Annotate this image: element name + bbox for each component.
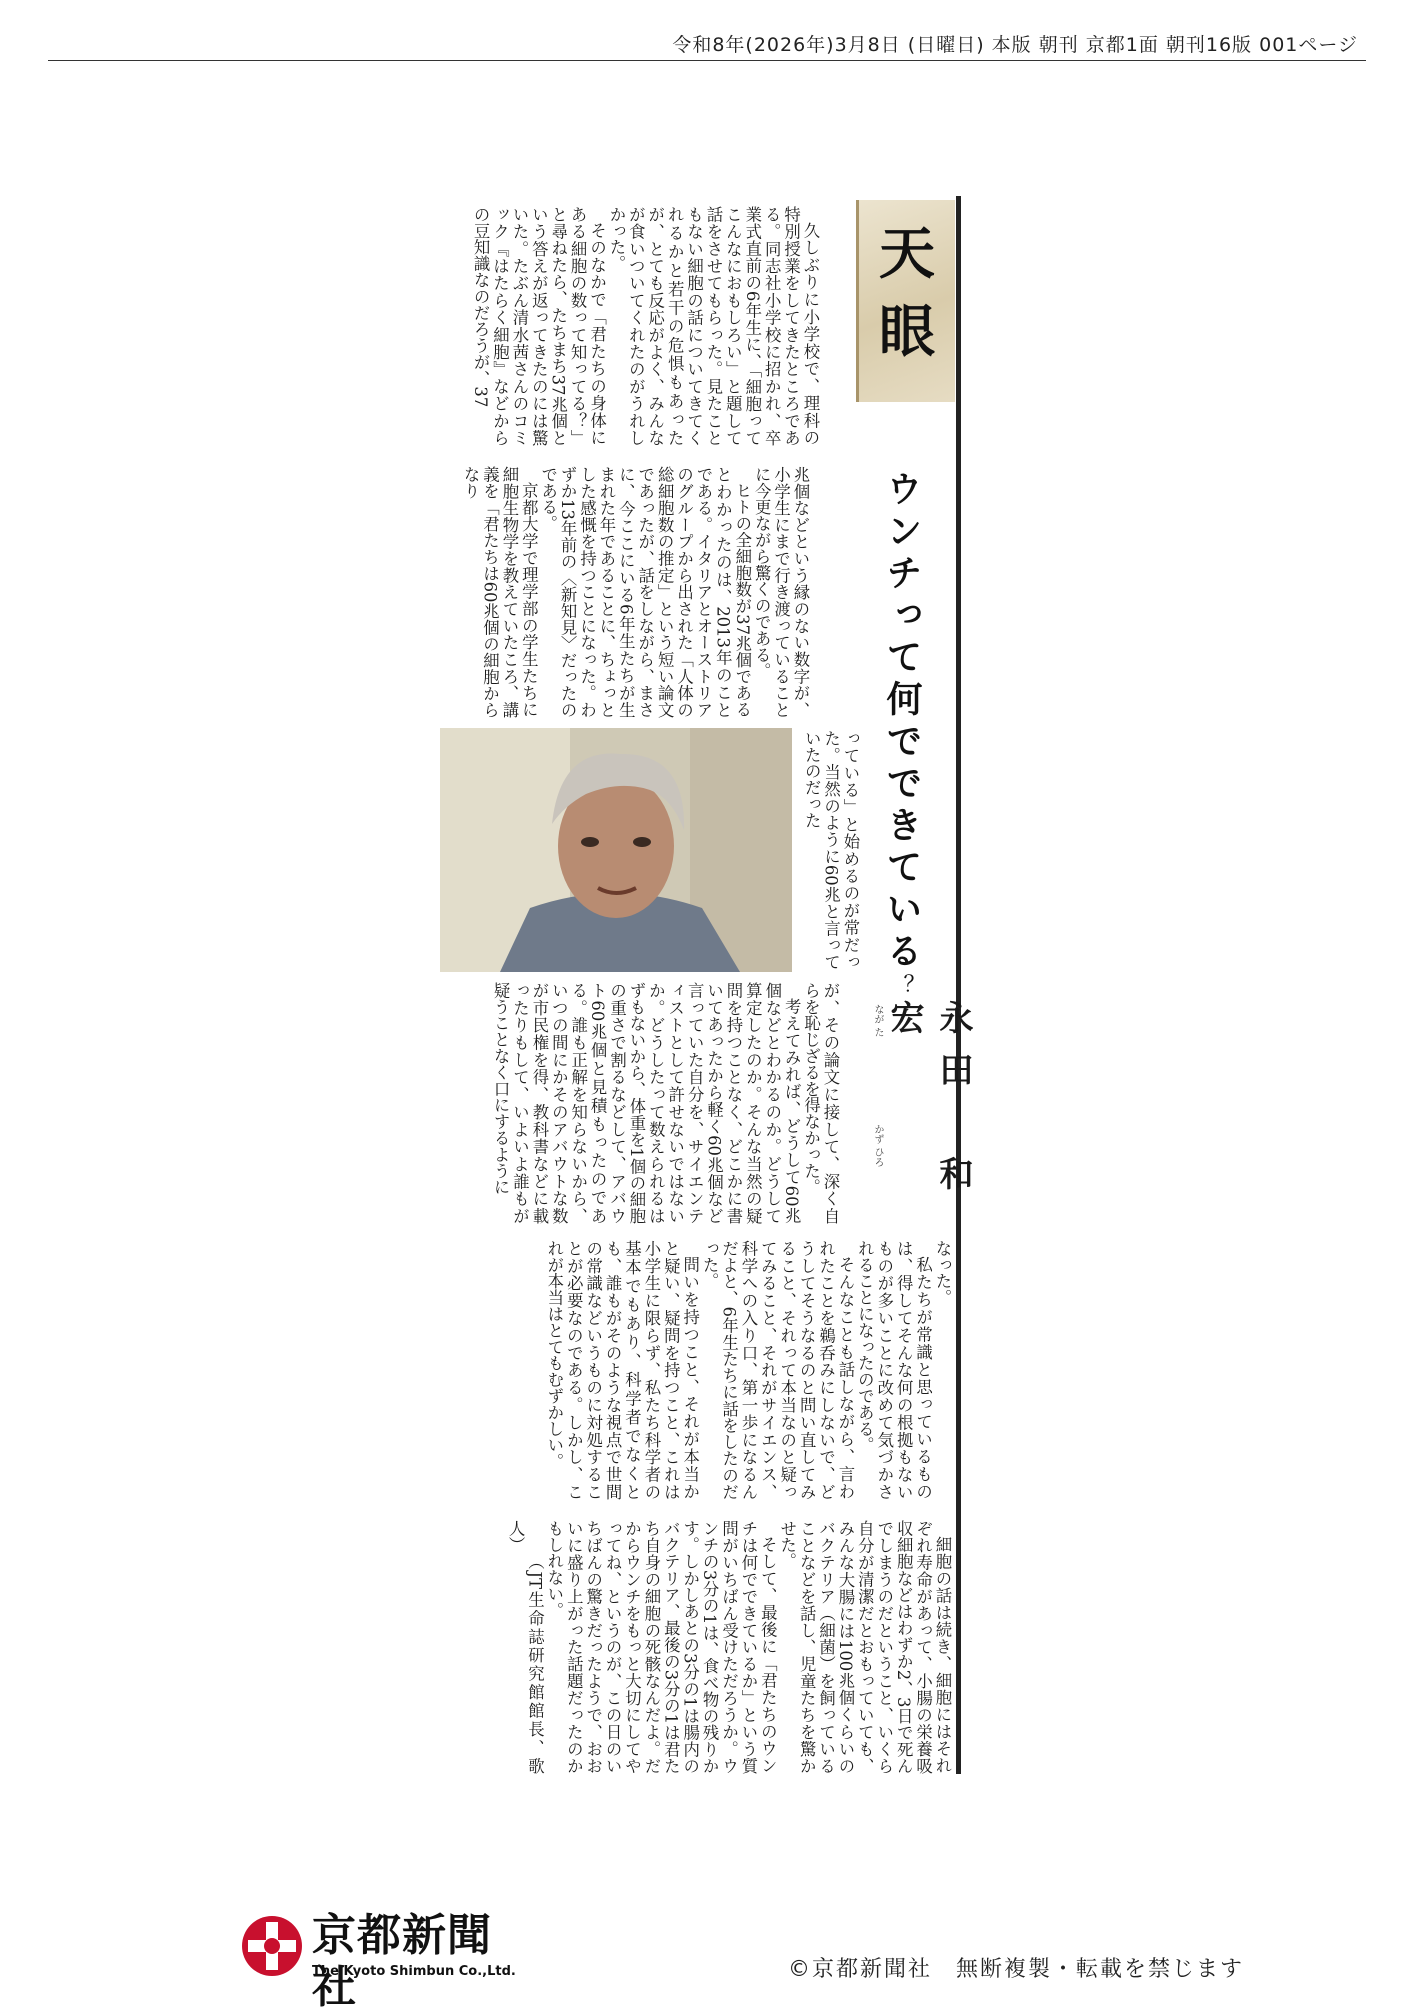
article-text-block-f <box>440 1520 952 1774</box>
byline-affiliation: （JT生命誌研究館館長、歌人） <box>506 1520 545 1774</box>
author-byline <box>870 1000 973 1210</box>
paragraph: 問いを持つこと、それが本当かと疑い、疑問を持つこと、これは小学生に限らず、私たち科学者の基本でもあり、科学者でなくとも、誰もがそのような視点で世間の常識などいうものに対処することが必要なのである。しかし、これが本当はとてもむずかしい。 <box>544 1240 700 1500</box>
copyright-notice: ©京都新聞社 無断複製・転載を禁じます <box>788 1957 1245 1982</box>
paragraph: そのなかで「君たちの身体にある細胞の数って知ってる？」と尋ねたら、たちまち37兆個という答えが返ってきたのには驚いた。たぶん清水茜さんのコミック『はたらく細胞』などからの豆知識なのだろうが、37 <box>471 206 607 446</box>
paragraph: 兆個などという縁のない数字が、小学生にまで行き渡っていることに今更ながら驚くのである。 <box>752 466 810 718</box>
edition-line: 令和8年(2026年)3月8日 (日曜日) 本版 朝刊 京都1面 朝刊16版 001ページ <box>672 34 1358 56</box>
paragraph: っている」と始めるのが常だった。当然のように60兆と言っていたのだった <box>802 730 860 970</box>
paragraph: が、その論文に接して、深く自らを恥じざるを得なかった。 <box>801 982 840 1224</box>
column-name-char-2: 眼 <box>879 299 935 365</box>
kyoto-shimbun-logo-icon <box>240 1914 304 1978</box>
portrait-image <box>440 728 792 972</box>
paragraph: 細胞の話は続き、細胞にはそれぞれ寿命があって、小腸の栄養吸収細胞などはわずか2、3日で死んでしまうのだということ、いくら自分が清潔だとおもっていても、みんな大腸には100兆個くらいのバクテリア（細菌）を飼っていることなどを話し、児童たちを驚かせた。 <box>777 1520 952 1774</box>
publisher-name-jp: 京都新聞社 <box>312 1910 492 2013</box>
publisher-name-en: The Kyoto Shimbun Co.,Ltd. <box>312 1964 516 1979</box>
article-text-block-e <box>440 1240 952 1500</box>
author-ruby-given: かず ひろ <box>872 1124 883 1168</box>
page-header <box>48 28 1366 61</box>
article-text-block-a <box>440 206 820 446</box>
author-name: 永田 和宏 <box>884 1000 973 1208</box>
author-ruby-family: なが た <box>872 1004 883 1038</box>
column-divider <box>956 196 961 1774</box>
author-photo <box>440 728 792 972</box>
article-text-block-d <box>440 982 840 1224</box>
paragraph: 考えてみれば、どうして60兆個などとわかるのか。どうして算定したのか。そんな当然の疑問を持つことなく、どこかに書いてあったから軽く60兆個など言っていた自分を、サイエンティストとして許せないではないか。どうしたって数えられるはずもないから、体重を1個の細胞の重さで割るなどして、アバウト60兆個と見積もったのである。誰も正解を知らないから、いつの間にかそのアバウトな数が市民権を得、教科書などに載ったりもして、いよいよ誰もが疑うことなく口にするように <box>491 982 802 1224</box>
article-text-block-c <box>800 730 860 970</box>
paragraph: 久しぶりに小学校で、理科の特別授業をしてきたところである。同志社小学校に招かれ、卒業式直前の6年生に、「細胞ってこんなにおもしろい」と題して話をさせてもらった。見たこともない細胞の話についてきてくれるかと若干の危惧もあったが、とても反応がよく、みんなが食いついてくれたのがうれしかった。 <box>606 206 820 446</box>
column-emblem <box>856 200 955 402</box>
title-question-mark: ？ <box>889 974 914 1002</box>
paragraph: 私たちが常識と思っているものは、得してそんな何の根拠もないものが多いことに改めて気づかされることになったのである。 <box>855 1240 933 1500</box>
column-name-char-1: 天 <box>879 221 935 287</box>
paragraph: そんなことも話しながら、言われたことを鵜呑みにしないで、どうしてそうなるのと問い直してみること、それって本当なのと疑ってみること、それがサイエンス、科学への入り口、第一歩になるんだよと、6年生たちに話をしたのだった。 <box>700 1240 855 1500</box>
paragraph: 京都大学で理学部の学生たちに細胞生物学を教えていたころ、講義を「君たちは60兆個の細胞からなり <box>461 466 539 718</box>
title-text: ウンチって何でできている <box>881 470 922 974</box>
article-text-block-b <box>440 466 810 718</box>
paragraph: なった。 <box>933 1240 952 1306</box>
paragraph: そして、最後に「君たちのウンチは何でできているか」という質問がいちばん受けただろうか。ウンチの3分の1は、食べ物の残りかす。しかしあとの3分の1は腸内のバクテリア、最後の3分の1は君たち自身の細胞の死骸なんだよ。だからウンチをもっと大切にしてやってね、というのが、この日のいちばんの驚きだったようで、おおいに盛り上がった話題だったのかもしれない。 <box>544 1520 778 1774</box>
article-title <box>876 470 927 1002</box>
publisher-logo <box>240 1910 516 2013</box>
paragraph: ヒトの全細胞数が37兆個であるとわかったのは、2013年のことである。イタリアとオーストリアのグループから出された「人体の総細胞数の推定」という短い論文であったが、話をしながら、まさに、今ここにいる6年生たちが生まれた年であることに、ちょっとした感慨を持つことになった。わずか13年前の〈新知見〉だったのである。 <box>538 466 752 718</box>
